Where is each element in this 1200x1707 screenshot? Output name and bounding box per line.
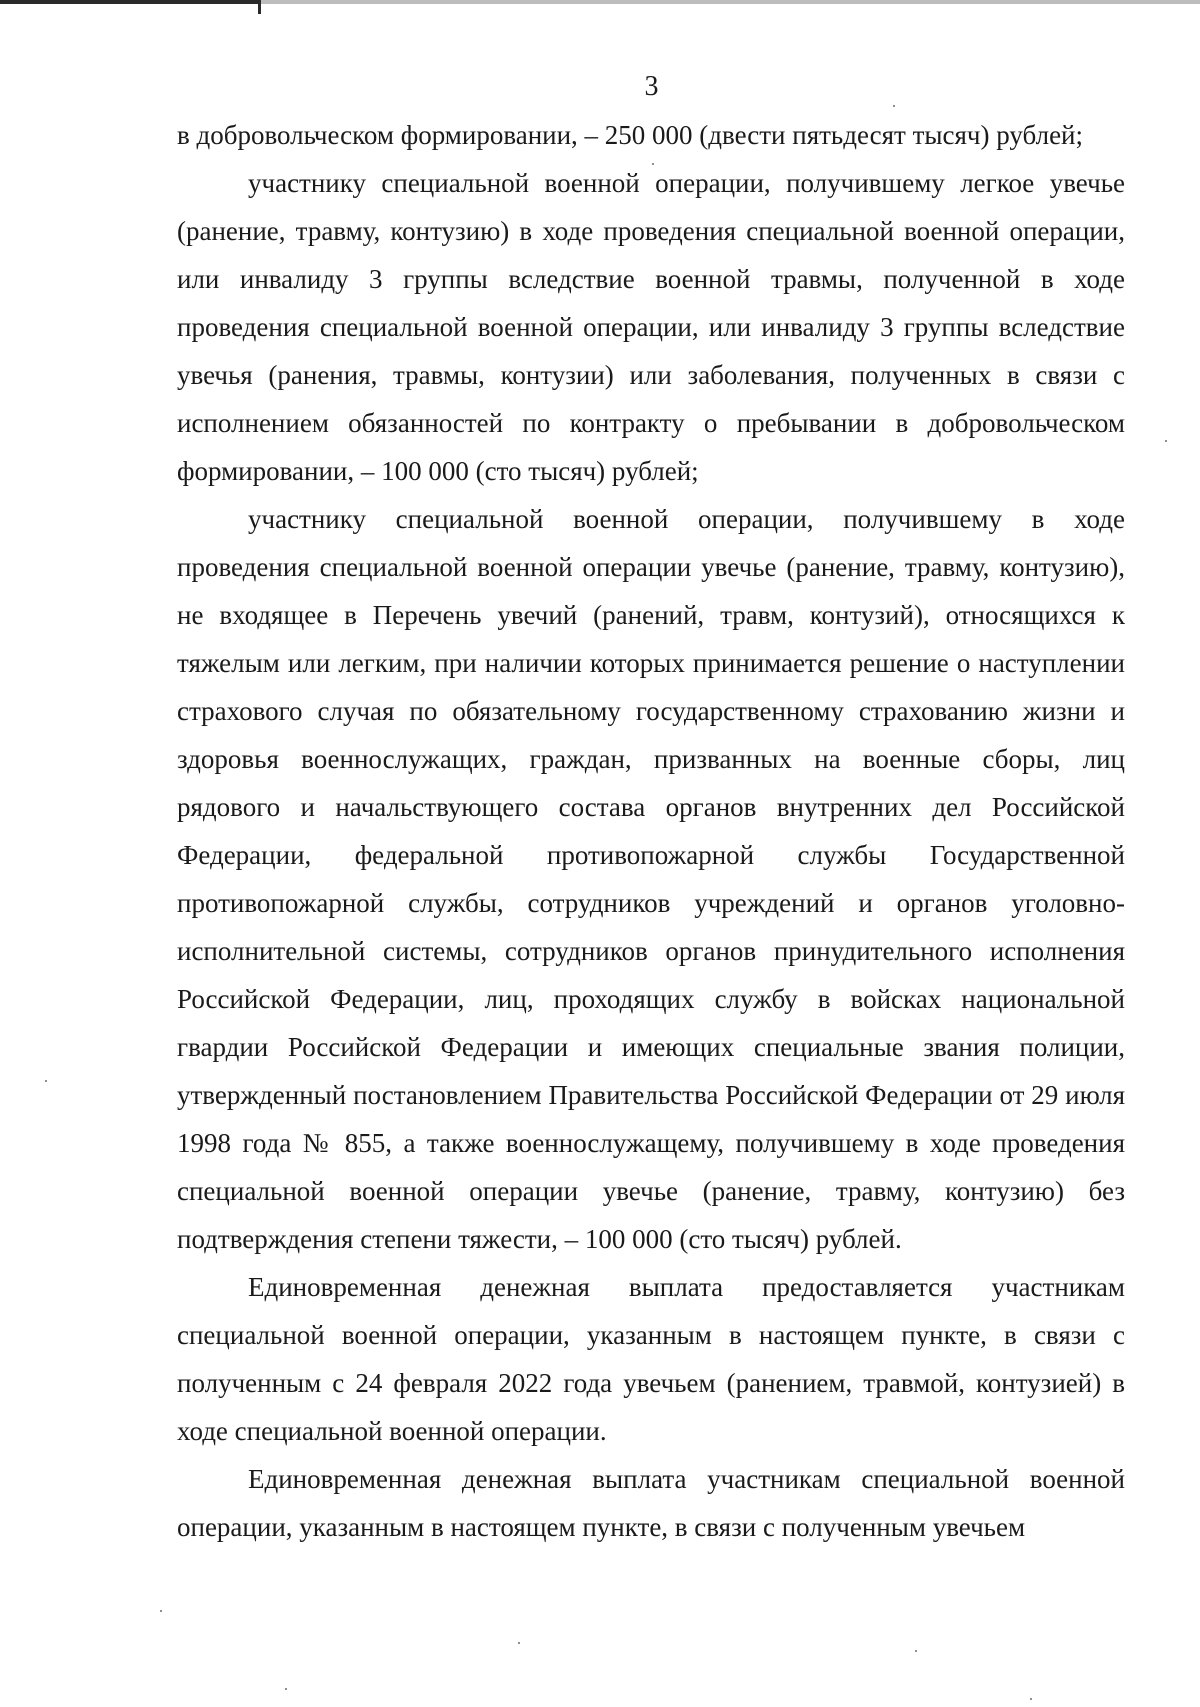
scan-speck bbox=[1165, 440, 1167, 442]
document-body bbox=[177, 111, 1125, 1551]
paragraph-payment-continued: Единовременная денежная выплата участникам специальной военной операции, указанным в настоящем пункте, в связи с полученным увечьем bbox=[177, 1464, 1125, 1542]
scan-speck bbox=[652, 163, 654, 165]
paragraph-other-injury: участнику специальной военной операции, получившему в ходе проведения специальной военной операции увечье (ранение, травму, контузию), не входящее в Перечень увечий (ранений, травм, контузий), относящихся к тяжелым или легким, при наличии которых принимается решение о наступлении страхового случая по обязательному государственному страхованию жизни и здоровья военнослужащих, граждан, призванных на военные сборы, лиц рядового и начальствующего состава органов внутренних дел Российской Федерации, федеральной противопожарной службы Государственной противопожарной службы, сотрудников учреждений и органов уголовно-исполнительной системы, сотрудников органов принудительного исполнения Российской Федерации, лиц, проходящих службу в войсках национальной гвардии Российской Федерации и имеющих специальные звания полиции, утвержденный постановлением Правительства Российской Федерации от 29 июля 1998 года № 855, а также военнослужащему, получившему в ходе проведения специальной военной операции увечье (ранение, травму, контузию) без подтверждения степени тяжести, – 100 000 (сто тысяч) рублей. bbox=[177, 504, 1125, 1254]
scan-speck bbox=[160, 1610, 162, 1612]
scan-speck bbox=[915, 1650, 917, 1652]
scan-speck bbox=[893, 105, 895, 107]
scan-top-edge bbox=[0, 0, 1200, 4]
paragraph-light-injury: участнику специальной военной операции, получившему легкое увечье (ранение, травму, контузию) в ходе проведения специальной военной операции, или инвалиду 3 группы вследствие военной травмы, полученной в ходе проведения специальной военной операции, или инвалиду 3 группы вследствие увечья (ранения, травмы, контузии) или заболевания, полученных в связи с исполнением обязанностей по контракту о пребывании в добровольческом формировании, – 100 000 (сто тысяч) рублей; bbox=[177, 168, 1125, 486]
scan-speck bbox=[518, 1642, 520, 1644]
paragraph-continuation: в добровольческом формировании, – 250 000 (двести пятьдесят тысяч) рублей; bbox=[177, 120, 1084, 150]
page-number: 3 bbox=[644, 71, 659, 102]
scan-speck bbox=[45, 1080, 47, 1082]
scan-edge-mark bbox=[258, 0, 261, 14]
scan-speck bbox=[285, 1688, 287, 1690]
paragraph-payment-condition: Единовременная денежная выплата предоставляется участникам специальной военной операции, указанным в настоящем пункте, в связи с полученным с 24 февраля 2022 года увечьем (ранением, травмой, контузией) в ходе специальной военной операции. bbox=[177, 1272, 1125, 1446]
scan-speck bbox=[1030, 1698, 1032, 1700]
